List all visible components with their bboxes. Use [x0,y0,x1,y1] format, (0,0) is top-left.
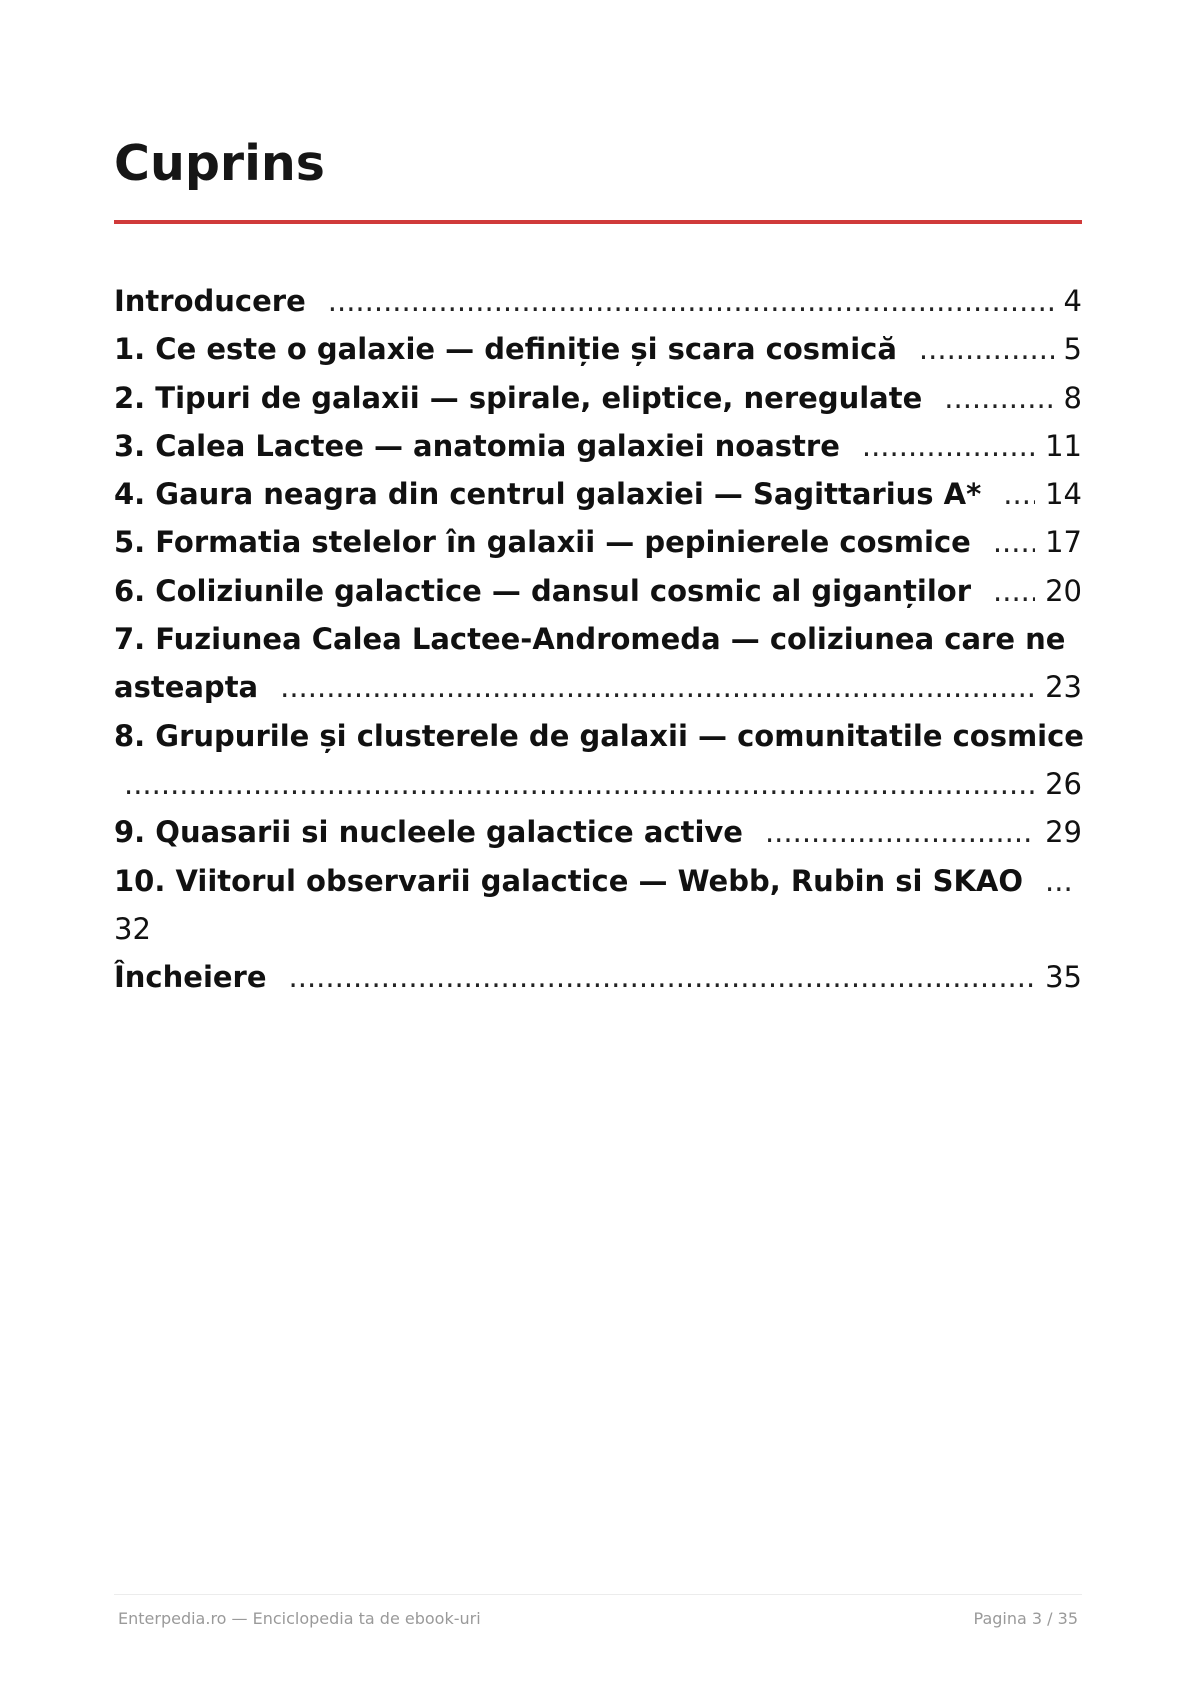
toc-entry-page: 11 [1045,428,1082,463]
toc-dot-leader [765,808,1035,856]
toc-entry-introducere[interactable] [114,277,1082,325]
toc-entry-label: 7. Fuziunea Calea Lactee-Andromeda — coliziunea care ne [114,622,1066,657]
footer-site-name: Enterpedia.ro — Enciclopedia ta de ebook-uri [118,1609,481,1628]
toc-entry-7[interactable] [114,615,1082,712]
toc-entry-page: 20 [1045,573,1082,608]
toc-dot-leader [328,277,1054,325]
toc-entry-label: Introducere [114,284,306,318]
toc-entry-label: 9. Quasarii si nucleele galactice active [114,815,743,850]
toc-entry-label: 1. Ce este o galaxie — definiție și scara cosmică [114,332,897,367]
page-footer [118,1609,1078,1628]
table-of-contents [114,277,1082,1001]
toc-entry-label: 8. Grupurile și clusterele de galaxii — comunitatile cosmice [114,718,1084,753]
toc-entry-label: 2. Tipuri de galaxii — spirale, eliptice, neregulate [114,380,923,415]
toc-entry-label: 4. Gaura neagra din centrul galaxiei — Sagittarius A* [114,477,982,512]
toc-dot-leader [289,953,1036,1001]
toc-entry-8[interactable] [114,712,1082,809]
toc-entry-label: Încheiere [114,960,267,995]
toc-dot-leader [280,663,1035,711]
toc-entry-9[interactable] [114,808,1082,856]
footer-divider [114,1594,1082,1595]
toc-entry-page: 8 [1063,380,1082,415]
toc-dot-leader [124,760,1035,808]
toc-entry-5[interactable] [114,518,1082,566]
toc-dot-leader [919,325,1054,373]
toc-entry-3[interactable] [114,422,1082,470]
toc-dot-leader [993,518,1035,566]
toc-entry-label-continued: asteapta [114,670,259,705]
toc-entry-1[interactable] [114,325,1082,373]
toc-entry-2[interactable] [114,374,1082,422]
toc-entry-4[interactable] [114,470,1082,518]
toc-dot-leader [993,567,1035,615]
toc-entry-page: 26 [1045,766,1082,801]
toc-entry-incheiere[interactable] [114,953,1082,1001]
toc-entry-page: 17 [1045,525,1082,560]
page-title: Cuprins [114,135,325,192]
toc-entry-page: 32 [114,911,151,946]
toc-entry-label: 3. Calea Lactee — anatomia galaxiei noastre [114,428,840,463]
toc-entry-page: 4 [1063,284,1082,318]
toc-dot-leader [944,374,1053,422]
toc-entry-label: 6. Coliziunile galactice — dansul cosmic al giganților [114,573,972,608]
toc-dot-leader [1003,470,1035,518]
footer-page-number: Pagina 3 / 35 [973,1609,1078,1628]
toc-entry-page: 35 [1045,960,1082,995]
toc-entry-page: 5 [1063,332,1082,367]
toc-entry-page: 23 [1045,670,1082,705]
toc-dot-leader: ... [1045,863,1073,898]
toc-entry-label: 5. Formatia stelelor în galaxii — pepinierele cosmice [114,525,971,560]
toc-entry-label: 10. Viitorul observarii galactice — Webb, Rubin si SKAO [114,863,1024,898]
title-divider [114,220,1082,224]
toc-entry-page: 14 [1045,477,1082,512]
toc-entry-10[interactable] [114,857,1082,954]
toc-entry-6[interactable] [114,567,1082,615]
toc-dot-leader [862,422,1035,470]
toc-entry-page: 29 [1045,815,1082,850]
